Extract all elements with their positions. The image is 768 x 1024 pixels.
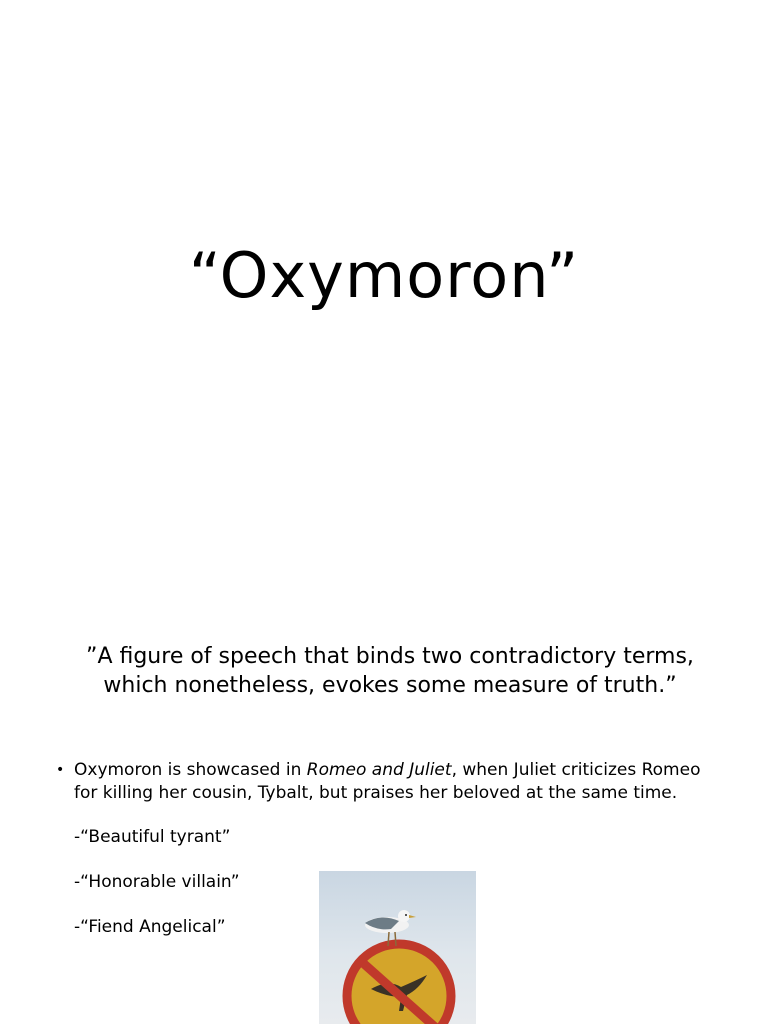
definition-text: ”A figure of speech that binds two contradictory terms, which nonetheless, evokes some measure of truth.” <box>86 644 694 698</box>
example-item: -“Fiend Angelical” <box>74 917 226 937</box>
bullet-text-before: Oxymoron is showcased in <box>74 760 307 780</box>
seagull-on-sign-icon <box>319 871 476 1024</box>
bullet-text <box>74 759 716 804</box>
play-title: Romeo and Juliet <box>306 760 452 780</box>
slide-title: “Oxymoron” <box>188 239 580 312</box>
example-item: -“Beautiful tyrant” <box>74 827 231 847</box>
list-item <box>56 759 716 804</box>
bullet-icon: • <box>56 762 65 778</box>
seagull-sign-photo <box>319 871 476 1024</box>
example-item: -“Honorable villain” <box>74 872 240 892</box>
bullet-text-after: , when Juliet criticizes Romeo for killing her cousin, Tybalt, but praises her beloved at the same time. <box>74 760 701 803</box>
